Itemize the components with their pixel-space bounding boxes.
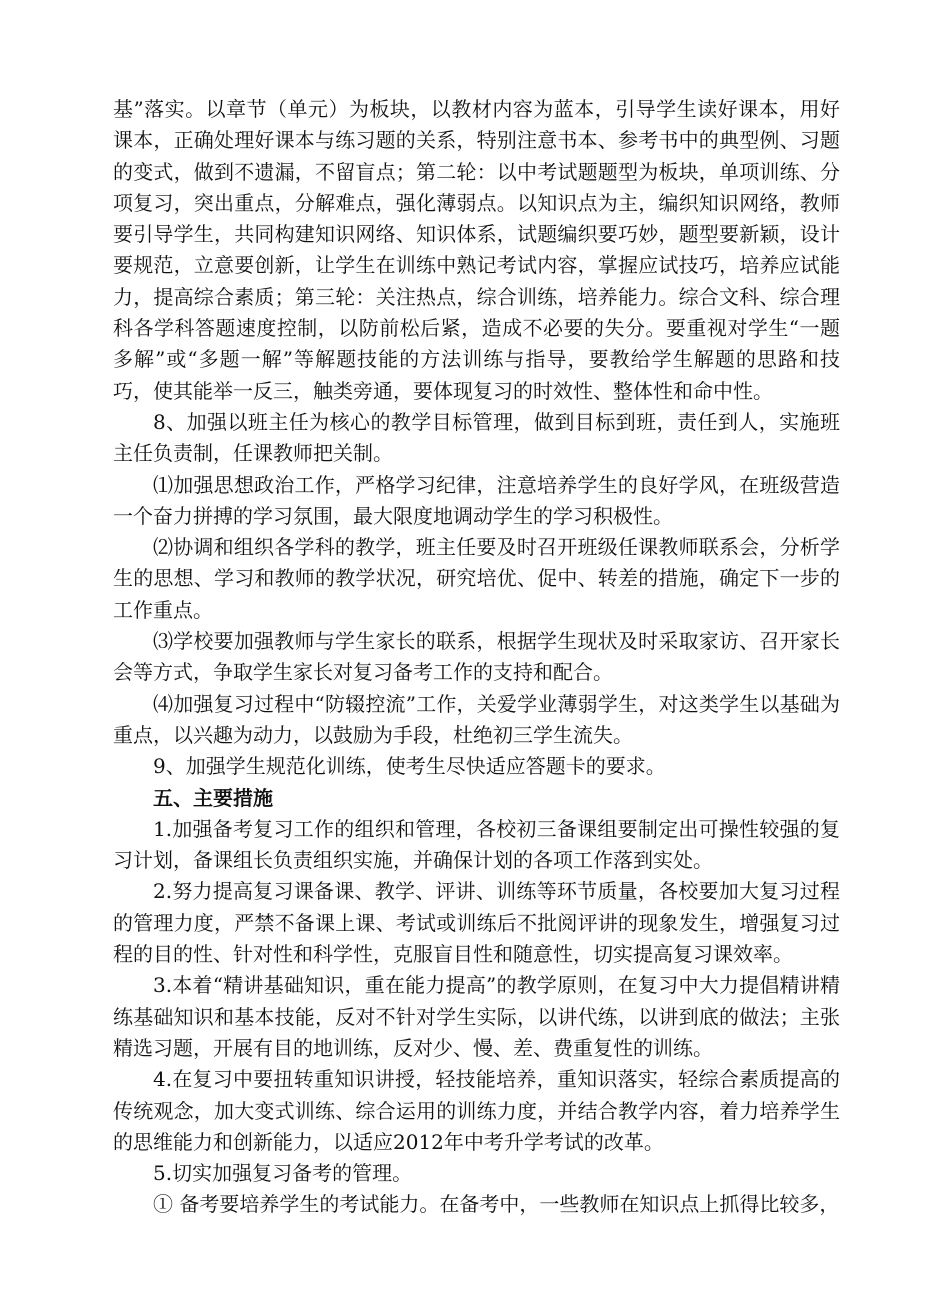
paragraph-measure-2: 2.努力提高复习课备课、教学、评讲、训练等环节质量，各校要加大复习过程的管理力度，严禁不备课上课、考试或训练后不批阅评讲的现象发生，增强复习过程的目的性、针对性和科学性，克服盲目性和随意性，切实提高复习课效率。	[113, 879, 840, 967]
paragraph-measure-5: 5.切实加强复习备考的管理。	[153, 1161, 413, 1186]
paragraph-measure-3: 3.本着“精讲基础知识，重在能力提高”的教学原则，在复习中大力提倡精讲精练基础知识和基本技能，反对不针对学生实际，以讲代练，以讲到底的做法；主张精选习题，开展有目的地训练，反对少、慢、差、费重复性的训练。	[113, 973, 840, 1060]
paragraph-measure-5-subitem-1: ① 备考要培养学生的考试能力。在备考中，一些教师在知识点上抓得比较多，	[153, 1192, 840, 1217]
paragraph-measure-1: 1.加强备考复习工作的组织和管理，各校初三备课组要制定出可操性较强的复习计划，备课组长负责组织实施，并确保计划的各项工作落到实处。	[113, 816, 840, 873]
paragraph-review-rounds: 基”落实。以章节（单元）为板块，以教材内容为蓝本，引导学生读好课本，用好课本，正确处理好课本与练习题的关系，特别注意书本、参考书中的典型例、习题的变式，做到不遗漏，不留盲点；第二轮：以中考试题题型为板块，单项训练、分项复习，突出重点，分解难点，强化薄弱点。以知识点为主，编织知识网络，教师要引导学生，共同构建知识网络、知识体系，试题编织要巧妙，题型要新颖，设计要规范，立意要创新，让学生在训练中熟记考试内容，掌握应试技巧，培养应试能力，提高综合素质；第三轮：关注热点，综合训练，培养能力。综合文科、综合理科各学科答题速度控制，以防前松后紧，造成不必要的失分。要重视对学生“一题多解”或“多题一解”等解题技能的方法训练与指导，要教给学生解题的思路和技巧，使其能举一反三，触类旁通，要体现复习的时效性、整体性和命中性。	[113, 97, 840, 403]
section-heading-main-measures: 五、主要措施	[153, 785, 273, 810]
paragraph-subitem-2: ⑵协调和组织各学科的教学，班主任要及时召开班级任课教师联系会，分析学生的思想、学习和教师的教学状况，研究培优、促中、转差的措施，确定下一步的工作重点。	[113, 535, 840, 622]
paragraph-item-8: 8、加强以班主任为核心的教学目标管理，做到目标到班，责任到人，实施班主任负责制，任课教师把关制。	[113, 409, 840, 466]
document-body	[113, 94, 840, 1221]
paragraph-item-9: 9、加强学生规范化训练，使考生尽快适应答题卡的要求。	[153, 754, 666, 779]
paragraph-subitem-4: ⑷加强复习过程中“防辍控流”工作，关爱学业薄弱学生，对这类学生以基础为重点，以兴趣为动力，以鼓励为手段，杜绝初三学生流失。	[113, 691, 840, 747]
paragraph-subitem-1: ⑴加强思想政治工作，严格学习纪律，注意培养学生的良好学风，在班级营造一个奋力拼搏的学习氛围，最大限度地调动学生的学习积极性。	[113, 472, 840, 528]
paragraph-measure-4: 4.在复习中要扭转重知识讲授，轻技能培养，重知识落实，轻综合素质提高的传统观念，加大变式训练、综合运用的训练力度，并结合教学内容，着力培养学生的思维能力和创新能力，以适应2012年中考升学考试的改革。	[113, 1067, 840, 1154]
paragraph-subitem-3: ⑶学校要加强教师与学生家长的联系，根据学生现状及时采取家访、召开家长会等方式，争取学生家长对复习备考工作的支持和配合。	[113, 629, 840, 685]
